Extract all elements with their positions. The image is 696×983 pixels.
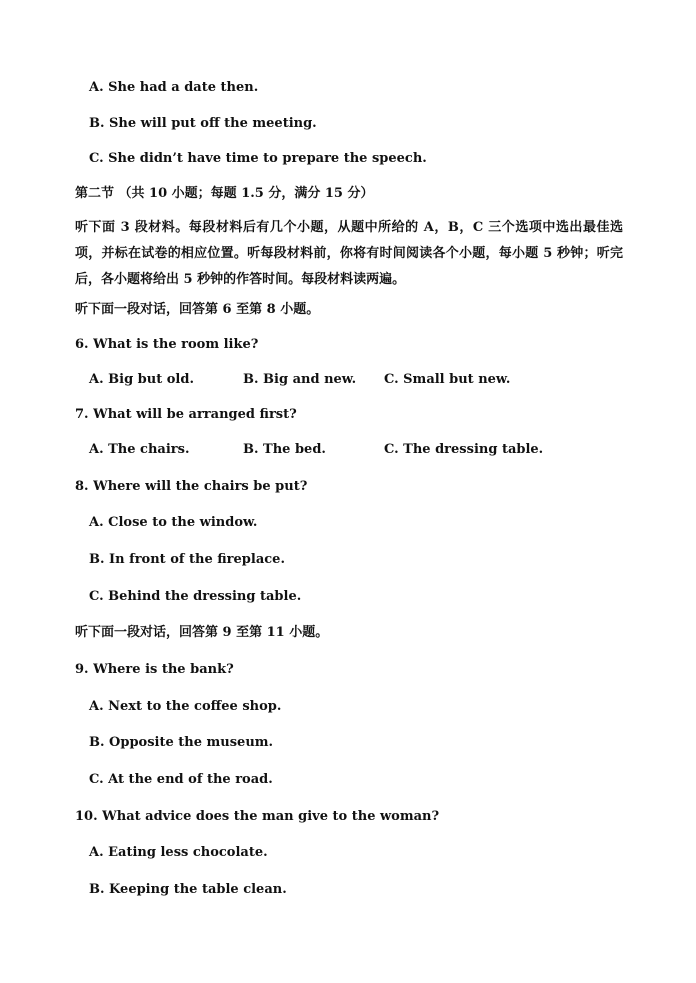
question-9-option-b: B. Opposite the museum.	[89, 735, 274, 750]
section2-instructions: 听下面 3 段材料。每段材料后有几个小题，从题中所给的 A，B，C 三个选项中选出最佳选项，并标在试卷的相应位置。听每段材料前，你将有时间阅读各个小题，每小题 5 秒钟；听完后，各小题将给出 5 秒钟的作答时间。每段材料读两遍。	[75, 220, 623, 287]
section2-heading: 第二节 （共 10 小题；每题 1.5 分，满分 15 分）	[75, 186, 374, 201]
question-7-option-b: B. The bed.	[243, 442, 326, 457]
q5-option-c: C. She didn’t have time to prepare the speech.	[89, 151, 427, 166]
question-10-option-b: B. Keeping the table clean.	[89, 882, 287, 897]
question-6-option-a: A. Big but old.	[89, 372, 194, 387]
question-8-option-c: C. Behind the dressing table.	[89, 589, 302, 604]
question-8-stem: 8. Where will the chairs be put?	[75, 479, 308, 494]
question-9-option-c: C. At the end of the road.	[89, 772, 273, 787]
question-7-option-c: C. The dressing table.	[384, 442, 544, 457]
question-6-option-c: C. Small but new.	[384, 372, 511, 387]
question-9-option-a: A. Next to the coffee shop.	[89, 699, 282, 714]
question-9-stem: 9. Where is the bank?	[75, 662, 234, 677]
q5-option-b: B. She will put off the meeting.	[89, 116, 317, 131]
question-7-option-a: A. The chairs.	[89, 442, 190, 457]
question-6-option-b: B. Big and new.	[243, 372, 357, 387]
question-8-option-a: A. Close to the window.	[89, 515, 258, 530]
dialogue1-intro: 听下面一段对话，回答第 6 至第 8 小题。	[75, 302, 320, 317]
dialogue2-intro: 听下面一段对话，回答第 9 至第 11 小题。	[75, 625, 329, 640]
q5-option-a: A. She had a date then.	[89, 80, 259, 95]
question-7-stem: 7. What will be arranged first?	[75, 407, 297, 422]
question-8-option-b: B. In front of the fireplace.	[89, 552, 285, 567]
question-10-option-a: A. Eating less chocolate.	[89, 845, 268, 860]
question-10-stem: 10. What advice does the man give to the woman?	[75, 809, 440, 824]
question-6-stem: 6. What is the room like?	[75, 337, 259, 352]
